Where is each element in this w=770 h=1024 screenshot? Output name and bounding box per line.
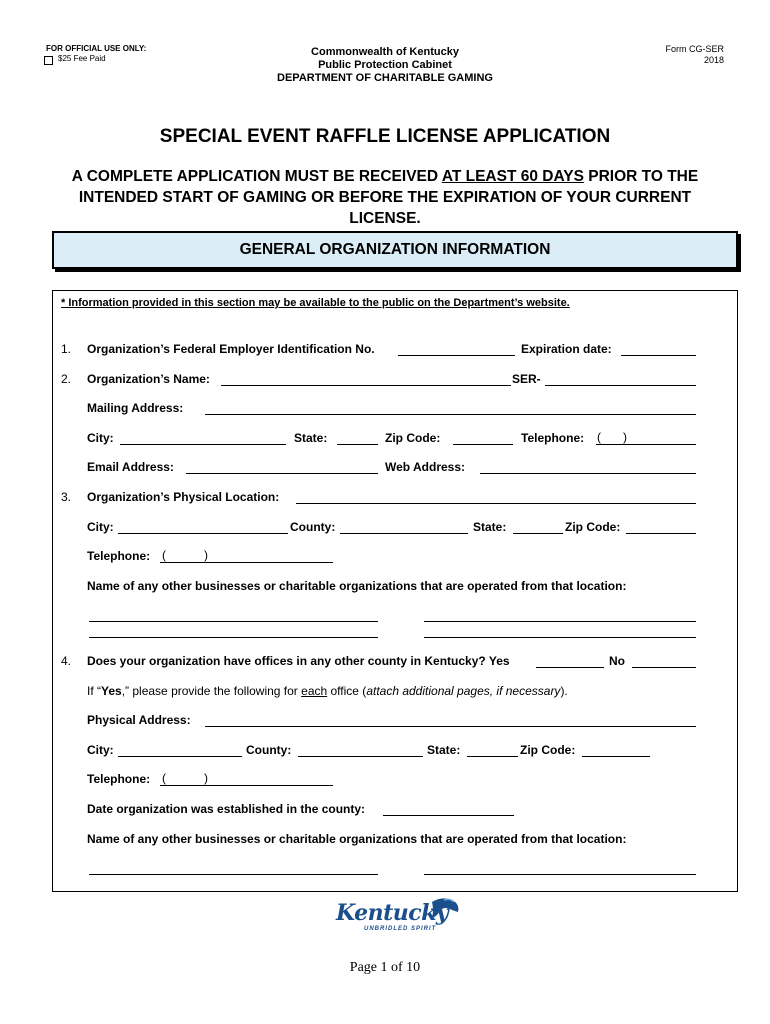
agency-line3: DEPARTMENT OF CHARITABLE GAMING <box>277 72 493 84</box>
q4-area-close: ) <box>204 771 208 785</box>
physical-location-field[interactable] <box>296 503 696 504</box>
official-use-label: FOR OFFICIAL USE ONLY: <box>46 44 147 53</box>
q4-other-org-field-1[interactable] <box>89 874 378 875</box>
q4-no-field[interactable] <box>632 667 696 668</box>
state-label: State: <box>294 431 328 445</box>
q4-number: 4. <box>61 654 72 668</box>
org-name-label: Organization’s Name: <box>87 372 210 386</box>
q4-if-yes: Yes <box>101 684 122 698</box>
q3-county-label: County: <box>290 520 336 534</box>
q4-telephone-field[interactable] <box>160 785 333 786</box>
q4-if-text4: ). <box>560 684 568 698</box>
zip-field[interactable] <box>453 444 513 445</box>
expiration-field[interactable] <box>621 355 696 356</box>
notice-line2: INTENDED START OF GAMING OR BEFORE THE EXPIRATION OF YOUR CURRENT <box>78 189 692 206</box>
q3-telephone-label: Telephone: <box>87 549 151 563</box>
physical-location-label: Organization’s Physical Location: <box>87 490 280 504</box>
q4-zip-label: Zip Code: <box>520 743 576 757</box>
state-field[interactable] <box>337 444 378 445</box>
q4-city-label: City: <box>87 743 114 757</box>
q4-physical-field[interactable] <box>205 726 696 727</box>
notice-line3: LICENSE. <box>349 210 421 227</box>
section-banner <box>52 231 738 269</box>
q3-zip-label: Zip Code: <box>565 520 621 534</box>
q4-telephone-label: Telephone: <box>87 772 151 786</box>
zip-label: Zip Code: <box>385 431 441 445</box>
q4-question: Does your organization have offices in any other county in Kentucky? Yes <box>87 654 510 668</box>
q2-number: 2. <box>61 372 72 386</box>
q3-other-org-field-3[interactable] <box>89 637 378 638</box>
q4-yes-field[interactable] <box>536 667 604 668</box>
q3-other-orgs-label: Name of any other businesses or charitable organizations that are operated from that location: <box>87 579 627 593</box>
q3-state-label: State: <box>473 520 507 534</box>
q3-other-org-field-1[interactable] <box>89 621 378 622</box>
q4-state-field[interactable] <box>467 756 518 757</box>
q4-state-label: State: <box>427 743 461 757</box>
city-label: City: <box>87 431 114 445</box>
fee-paid-label: $25 Fee Paid <box>58 54 106 63</box>
deadline-notice <box>30 166 740 229</box>
notice-emphasis: AT LEAST 60 DAYS <box>441 168 584 185</box>
ser-label: SER- <box>512 372 541 386</box>
q4-county-label: County: <box>246 743 292 757</box>
q4-if-text2: ,” please provide the following for <box>121 684 302 698</box>
q3-area-close: ) <box>204 548 208 562</box>
fee-paid-checkbox[interactable] <box>44 56 53 65</box>
form-number: Form CG-SER <box>665 44 724 54</box>
kentucky-logo <box>334 896 464 942</box>
q3-zip-field[interactable] <box>626 533 696 534</box>
q4-other-org-field-2[interactable] <box>424 874 696 875</box>
web-label: Web Address: <box>385 460 466 474</box>
q3-area-open: ( <box>162 548 166 562</box>
q3-other-org-field-2[interactable] <box>424 621 696 622</box>
web-field[interactable] <box>480 473 696 474</box>
q4-city-field[interactable] <box>118 756 242 757</box>
logo-tagline: UNBRIDLED SPIRIT <box>364 926 437 932</box>
q4-physical-label: Physical Address: <box>87 713 191 727</box>
fein-label: Organization’s Federal Employer Identification No. <box>87 342 375 356</box>
q4-county-field[interactable] <box>298 756 423 757</box>
area-code-open: ( <box>597 430 601 444</box>
notice-text: A COMPLETE APPLICATION MUST BE RECEIVED <box>71 168 442 185</box>
q3-county-field[interactable] <box>340 533 468 534</box>
agency-header <box>235 46 535 85</box>
q3-number: 3. <box>61 490 72 504</box>
q4-date-field[interactable] <box>383 815 514 816</box>
email-field[interactable] <box>186 473 378 474</box>
form-id <box>666 44 725 66</box>
q4-if-text: If “ <box>87 684 101 698</box>
telephone-label: Telephone: <box>521 431 585 445</box>
q3-city-field[interactable] <box>118 533 288 534</box>
mailing-address-field[interactable] <box>205 414 696 415</box>
q4-instructions <box>87 684 568 698</box>
fein-field[interactable] <box>398 355 515 356</box>
area-code-close: ) <box>623 430 627 444</box>
mailing-address-label: Mailing Address: <box>87 401 184 415</box>
q4-if-italic: attach additional pages, if necessary <box>366 684 561 698</box>
agency-line1: Commonwealth of Kentucky <box>311 46 459 58</box>
ser-number-field[interactable] <box>545 385 696 386</box>
city-field[interactable] <box>120 444 286 445</box>
q4-zip-field[interactable] <box>582 756 650 757</box>
q3-state-field[interactable] <box>513 533 563 534</box>
page-title: SPECIAL EVENT RAFFLE LICENSE APPLICATION <box>159 126 611 147</box>
section-title: GENERAL ORGANIZATION INFORMATION <box>239 241 551 258</box>
agency-line2: Public Protection Cabinet <box>318 59 452 71</box>
page-number: Page 1 of 10 <box>349 960 421 975</box>
q1-number: 1. <box>61 342 72 356</box>
public-disclaimer: * Information provided in this section may be available to the public on the Department’s website. <box>61 297 570 309</box>
q4-date-label: Date organization was established in the county: <box>87 802 366 816</box>
q4-other-orgs-label: Name of any other businesses or charitable organizations that are operated from that location: <box>87 832 627 846</box>
telephone-field[interactable] <box>596 444 696 445</box>
form-year: 2018 <box>703 55 724 65</box>
q4-if-each: each <box>301 684 328 698</box>
q3-other-org-field-4[interactable] <box>424 637 696 638</box>
expiration-label: Expiration date: <box>521 342 612 356</box>
q4-no-label: No <box>609 654 625 668</box>
q4-area-open: ( <box>162 771 166 785</box>
q4-if-text3: office ( <box>327 684 367 698</box>
notice-text-end: PRIOR TO THE <box>583 168 699 185</box>
org-name-field[interactable] <box>221 385 511 386</box>
email-label: Email Address: <box>87 460 174 474</box>
q3-telephone-field[interactable] <box>160 562 333 563</box>
logo-wordmark: Kentucky <box>336 900 449 926</box>
q3-city-label: City: <box>87 520 114 534</box>
